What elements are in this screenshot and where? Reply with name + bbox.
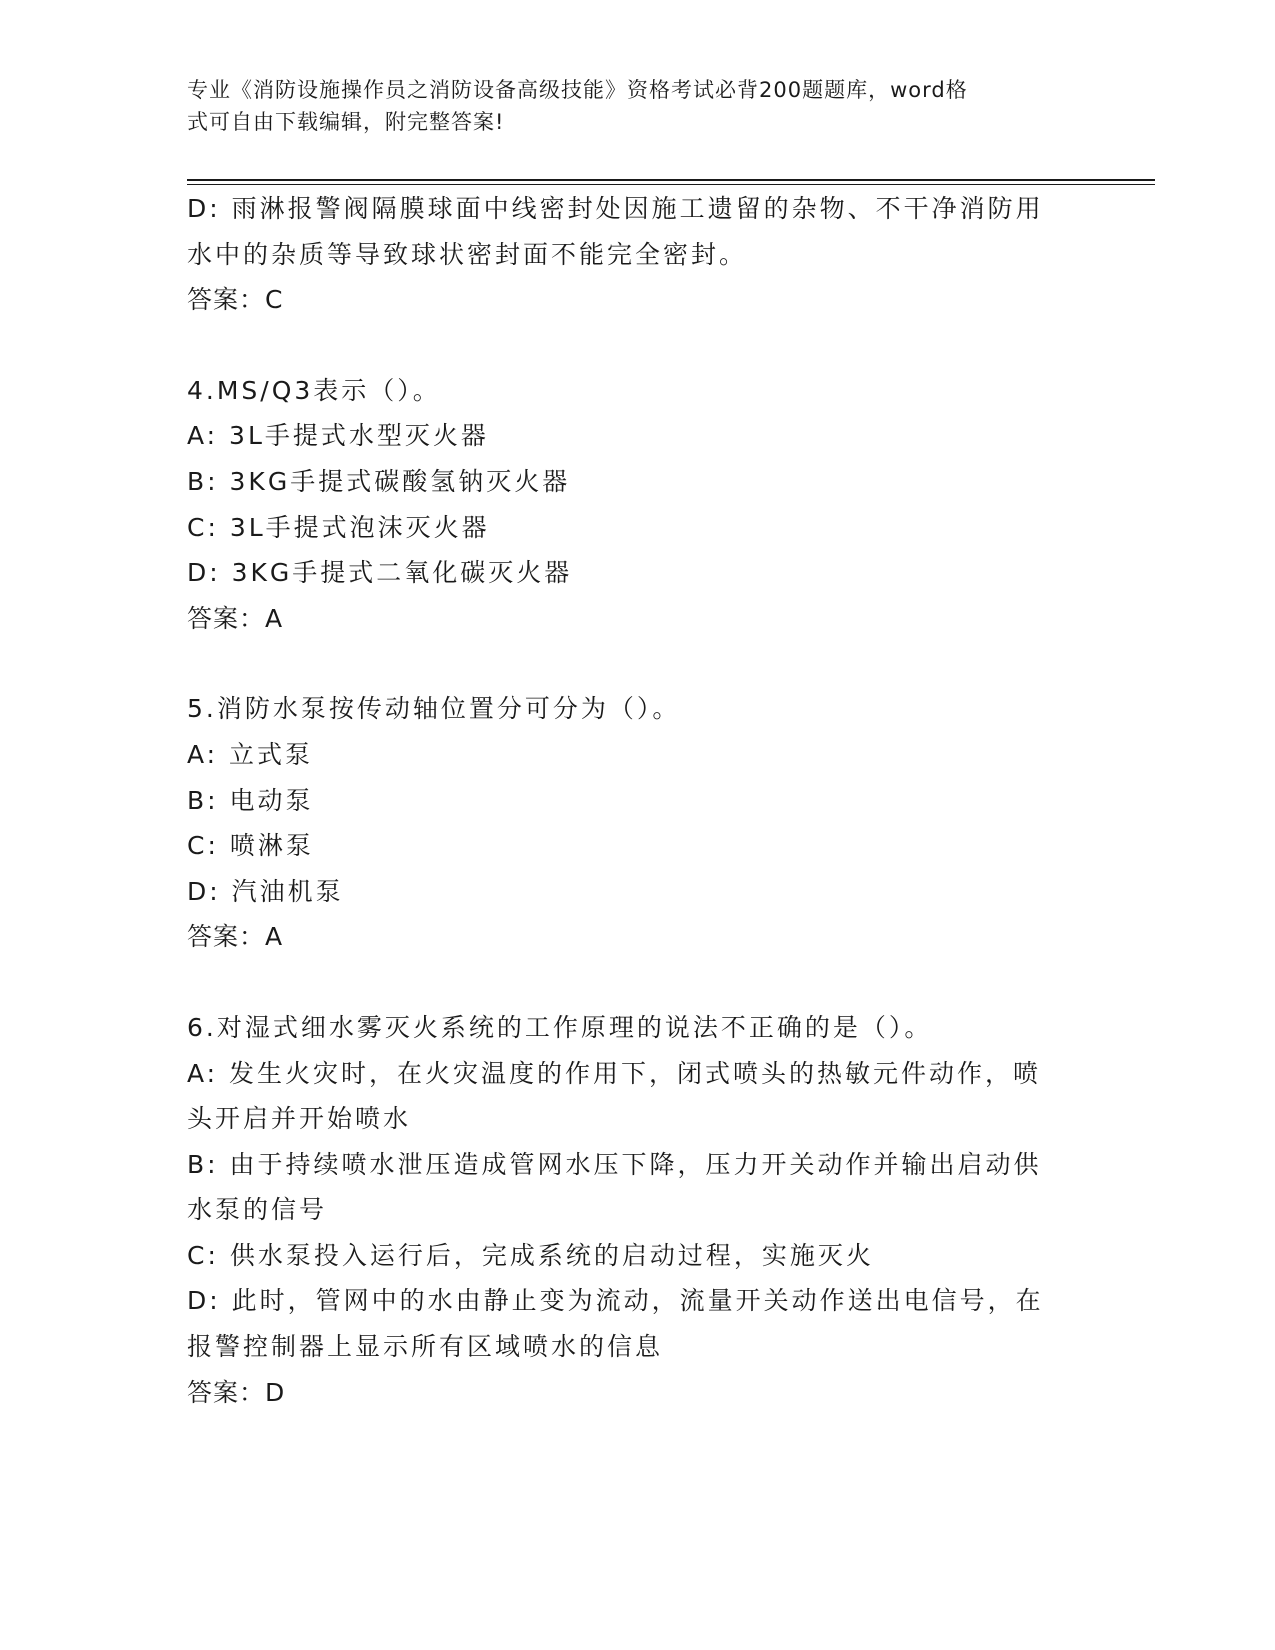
option-d-line-2: 水中的杂质等导致球状密封面不能完全密封。 — [187, 239, 748, 269]
answer-line: 答案：A — [187, 922, 284, 952]
option-d: D: 3KG手提式二氧化碳灭火器 — [187, 558, 573, 588]
option-d-line-1: D: 雨淋报警阀隔膜球面中线密封处因施工遗留的杂物、不干净消防用 — [187, 194, 1044, 223]
option-c: C: 喷淋泵 — [187, 831, 314, 861]
question-5 — [187, 686, 1077, 960]
option-d-line-2: 报警控制器上显示所有区域喷水的信息 — [187, 1332, 664, 1362]
answer-line: 答案：C — [187, 285, 284, 315]
question-list — [187, 186, 1077, 1415]
option-c: C: 供水泵投入运行后，完成系统的启动过程，实施灭火 — [187, 1240, 874, 1270]
option-b: B: 电动泵 — [187, 785, 314, 815]
question-6 — [187, 1005, 1077, 1415]
question-4 — [187, 368, 1077, 642]
option-d-line-1: D: 此时，管网中的水由静止变为流动，流量开关动作送出电信号，在 — [187, 1286, 1044, 1316]
question-stem: 5.消防水泵按传动轴位置分可分为（）。 — [187, 694, 681, 724]
answer-line: 答案：D — [187, 1377, 286, 1407]
header-line-1: 专业《消防设施操作员之消防设备高级技能》资格考试必背200题题库，word格 — [187, 78, 968, 102]
question-stem: 6.对湿式细水雾灭火系统的工作原理的说法不正确的是（）。 — [187, 1012, 933, 1042]
option-a-line-1: A: 发生火灾时，在火灾温度的作用下，闭式喷头的热敏元件动作，喷 — [187, 1058, 1042, 1088]
option-b: B: 3KG手提式碳酸氢钠灭火器 — [187, 466, 571, 496]
header-rule-thin — [187, 184, 1155, 185]
page-header — [187, 74, 1077, 138]
question-3-continued — [187, 186, 1077, 323]
option-a-line-2: 头开启并开始喷水 — [187, 1104, 412, 1134]
header-rule-thick — [187, 179, 1155, 181]
header-line-2: 式可自由下载编辑，附完整答案! — [187, 110, 505, 134]
answer-line: 答案：A — [187, 603, 284, 633]
option-b-line-1: B: 由于持续喷水泄压造成管网水压下降，压力开关动作并输出启动供 — [187, 1149, 1042, 1179]
option-c: C: 3L手提式泡沫灭火器 — [187, 512, 490, 542]
option-a: A: 3L手提式水型灭火器 — [187, 421, 489, 451]
question-stem: 4.MS/Q3表示（）。 — [187, 375, 441, 405]
option-b-line-2: 水泵的信号 — [187, 1195, 328, 1225]
option-d: D: 汽油机泵 — [187, 876, 344, 906]
option-a: A: 立式泵 — [187, 739, 314, 769]
